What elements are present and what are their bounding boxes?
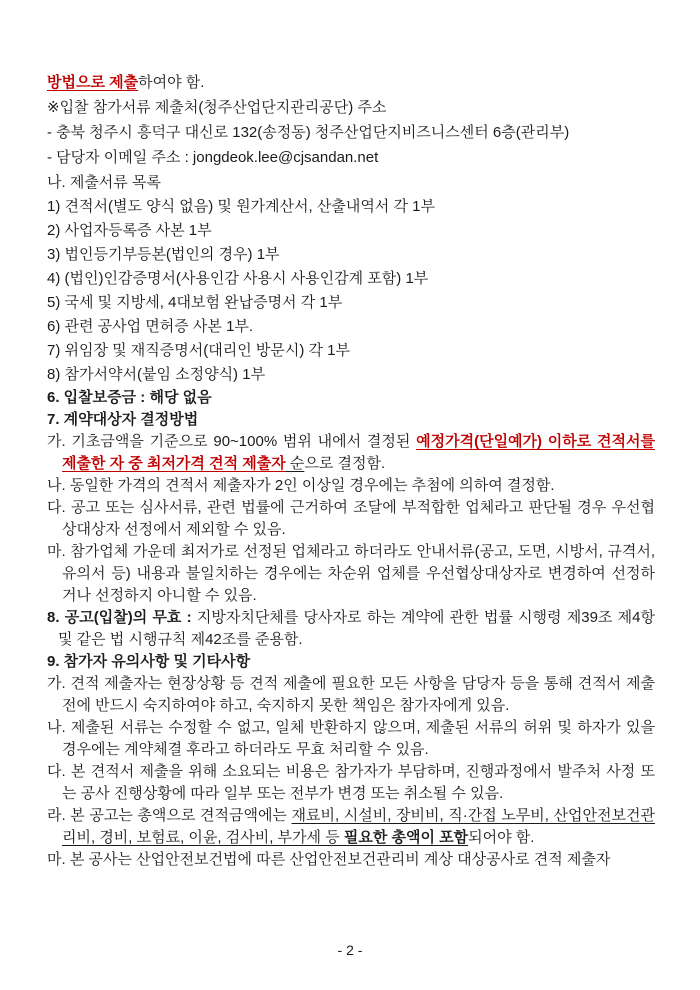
document-list-item-5: 5) 국세 및 지방세, 4대보험 완납증명서 각 1부 bbox=[47, 294, 343, 311]
section-7-item-ga-lead: 가. 기초금액을 기준으로 90~100% 범위 내에서 결정된 bbox=[47, 433, 417, 450]
section-9-item-ra-lead: 라. 본 공고는 총액으로 견적금액에는 bbox=[47, 807, 292, 824]
section-9-item-ra-underline: 재료비, 시설비, 장비비, 직·간접 노무비, 산업안전보건관리비, 경비, 보험료, 이윤, 검사비, 부가세 등 bbox=[62, 807, 655, 846]
section-6-title: 6. 입찰보증금 : 해당 없음 bbox=[47, 389, 212, 406]
section-9-item-da: 다. 본 견적서 제출을 위해 소요되는 비용은 참가자가 부담하며, 진행과정에서 발주처 사정 또는 공사 진행상황에 따라 일부 또는 전부가 변경 또는 취소될 수 있음. bbox=[47, 763, 655, 802]
section-7-title: 7. 계약대상자 결정방법 bbox=[47, 411, 199, 428]
contact-email-line: - 담당자 이메일 주소 : jongdeok.lee@cjsandan.net bbox=[47, 149, 379, 166]
submission-address-line: - 충북 청주시 흥덕구 대신로 132(송정동) 청주산업단지비즈니스센터 6층(관리부) bbox=[47, 124, 570, 141]
section-9-item-ra bbox=[47, 805, 655, 849]
section-9-item-ga: 가. 견적 제출자는 현장상황 등 견적 제출에 필요한 모든 사항을 담당자 등을 통해 견적서 제출 전에 반드시 숙지하여야 하고, 숙지하지 못한 책임은 참가자에게 있음. bbox=[47, 675, 655, 714]
section-7-item-da: 다. 공고 또는 심사서류, 관련 법률에 근거하여 조달에 부적합한 업체라고 판단될 경우 우선협상대상자 선정에서 제외할 수 있음. bbox=[47, 499, 655, 538]
document-list-item-2: 2) 사업자등록증 사본 1부 bbox=[47, 222, 212, 239]
carryover-line bbox=[47, 70, 655, 95]
document-list-item-6: 6) 관련 공사업 면허증 사본 1부. bbox=[47, 318, 254, 335]
section-9-item-ma: 마. 본 공사는 산업안전보건법에 따른 산업안전보건관리비 계상 대상공사로 견적 제출자 bbox=[47, 851, 611, 868]
section-8-body: 지방자치단체를 당사자로 하는 계약에 관한 법률 시행령 제39조 제4항 및 같은 법 시행규칙 제42조를 준용함. bbox=[58, 609, 655, 648]
document-list-item-3: 3) 법인등기부등본(법인의 경우) 1부 bbox=[47, 246, 280, 263]
section-7-item-ga-red-emphasis: 예정가격(단일예가) 이하로 견적서를 제출한 자 중 최저가격 견적 제출자 bbox=[62, 433, 655, 472]
section-7-item-ga-underline: 순 bbox=[285, 455, 305, 472]
document-list-item-1: 1) 견적서(별도 양식 없음) 및 원가계산서, 산출내역서 각 1부 bbox=[47, 198, 435, 215]
section-8-paragraph bbox=[47, 607, 655, 651]
section-7-item-na: 나. 동일한 가격의 견적서 제출자가 2인 이상일 경우에는 추첨에 의하여 결정함. bbox=[47, 477, 555, 494]
document-list-item-7: 7) 위임장 및 재직증명서(대리인 방문시) 각 1부 bbox=[47, 342, 351, 359]
page-number: - 2 - bbox=[337, 942, 363, 958]
section-9-item-na: 나. 제출된 서류는 수정할 수 없고, 일체 반환하지 않으며, 제출된 서류의 허위 및 하자가 있을 경우에는 계약체결 후라고 하더라도 무효 처리할 수 있음. bbox=[47, 719, 655, 758]
section-8-title: 8. 공고(입찰)의 무효 : bbox=[47, 609, 197, 626]
section-9-item-ra-underline-bold: 필요한 총액이 포함 bbox=[343, 829, 469, 846]
section-7-item-ga-tail: 으로 결정함. bbox=[304, 455, 386, 472]
document-list-item-8: 8) 참가서약서(붙임 소정양식) 1부 bbox=[47, 366, 266, 383]
section-7-item-ma: 마. 참가업체 가운데 최저가로 선정된 업체라고 하더라도 안내서류(공고, 도면, 시방서, 규격서, 유의서 등) 내용과 불일치하는 경우에는 차순위 업체를 우선협상대상자로 변경하여 선정하거나 선정하지 아니할 수 있음. bbox=[47, 543, 655, 604]
section-7-item-ga bbox=[47, 431, 655, 475]
document-list-item-4: 4) (법인)인감증명서(사용인감 사용시 사용인감계 포함) 1부 bbox=[47, 270, 429, 287]
submission-place-note: ※입찰 참가서류 제출처(청주산업단지관리공단) 주소 bbox=[47, 99, 387, 116]
document-list-heading: 나. 제출서류 목록 bbox=[47, 174, 161, 191]
carryover-rest-text: 하여야 함. bbox=[138, 74, 205, 91]
section-9-title: 9. 참가자 유의사항 및 기타사항 bbox=[47, 653, 251, 670]
carryover-emphasis-text: 방법으로 제출 bbox=[47, 74, 139, 91]
section-9-item-ra-tail: 되어야 함. bbox=[468, 829, 535, 846]
